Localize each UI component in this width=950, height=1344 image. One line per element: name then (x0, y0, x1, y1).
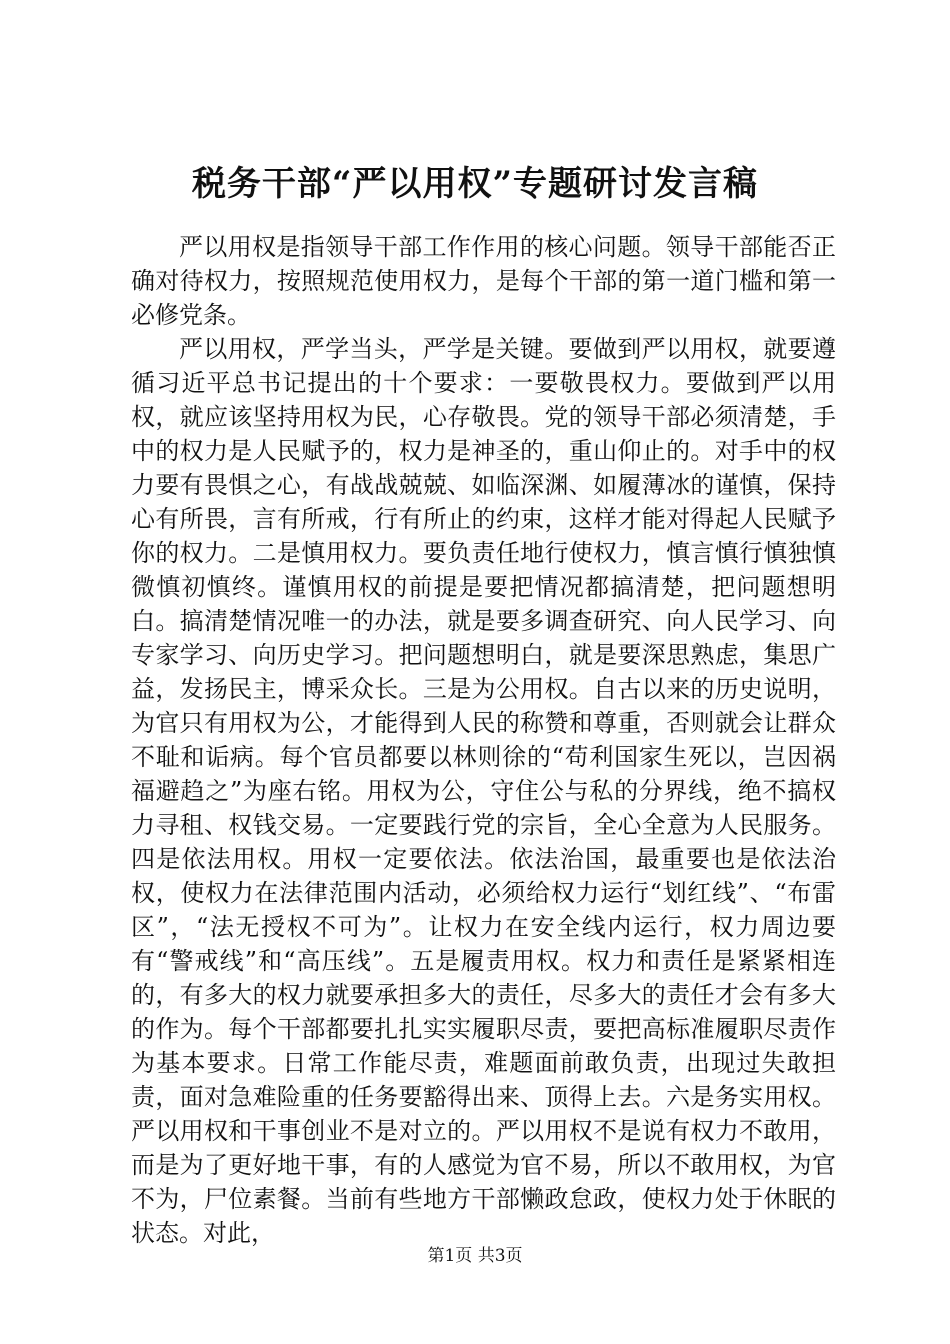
paragraph-intro: 严以用权是指领导干部工作作用的核心问题。领导干部能否正确对待权力，按照规范使用权力，是每个干部的第一道门槛和第一必修党条。 (131, 233, 836, 329)
page-number-footer: 第1页 共3页 (427, 1246, 523, 1266)
paragraph-main: 严以用权，严学当头，严学是关键。要做到严以用权，就要遵循习近平总书记提出的十个要求：一要敬畏权力。要做到严以用权，就应该坚持用权为民，心存敬畏。党的领导干部必须清楚，手中的权力是人民赋予的，权力是神圣的，重山仰止的。对手中的权力要有畏惧之心，有战战兢兢、如临深渊、如履薄冰的谨慎，保持心有所畏，言有所戒，行有所止的约束，这样才能对得起人民赋予你的权力。二是慎用权力。要负责任地行使权力，慎言慎行慎独慎微慎初慎终。谨慎用权的前提是要把情况都搞清楚，把问题想明白。搞清楚情况唯一的办法，就是要多调查研究、向人民学习、向专家学习、向历史学习。把问题想明白，就是要深思熟虑，集思广益，发扬民主，博采众长。三是为公用权。自古以来的历史说明，为官只有用权为公，才能得到人民的称赞和尊重，否则就会让群众不耻和诟病。每个官员都要以林则徐的“苟利国家生死以，岂因祸福避趋之”为座右铭。用权为公，守住公与私的分界线，绝不搞权力寻租、权钱交易。一定要践行党的宗旨，全心全意为人民服务。四是依法用权。用权一定要依法。依法治国，最重要也是依法治权，使权力在法律范围内活动，必须给权力运行“划红线”、“布雷区”，“法无授权不可为”。让权力在安全线内运行，权力周边要有“警戒线”和“高压线”。五是履责用权。权力和责任是紧紧相连的，有多大的权力就要承担多大的责任，尽多大的责任才会有多大的作为。每个干部都要扎扎实实履职尽责，要把高标准履职尽责作为基本要求。日常工作能尽责，难题面前敢负责，出现过失敢担责，面对急难险重的任务要豁得出来、顶得上去。六是务实用权。严以用权和干事创业不是对立的。严以用权不是说有权力不敢用，而是为了更好地干事，有的人感觉为官不易，所以不敢用权，为官不为，尸位素餐。当前有些地方干部懒政怠政，使权力处于休眠的状态。对此， (131, 335, 836, 1247)
document-title: 税务干部“严以用权”专题研讨发言稿 (191, 164, 759, 204)
document-body (131, 230, 836, 1250)
